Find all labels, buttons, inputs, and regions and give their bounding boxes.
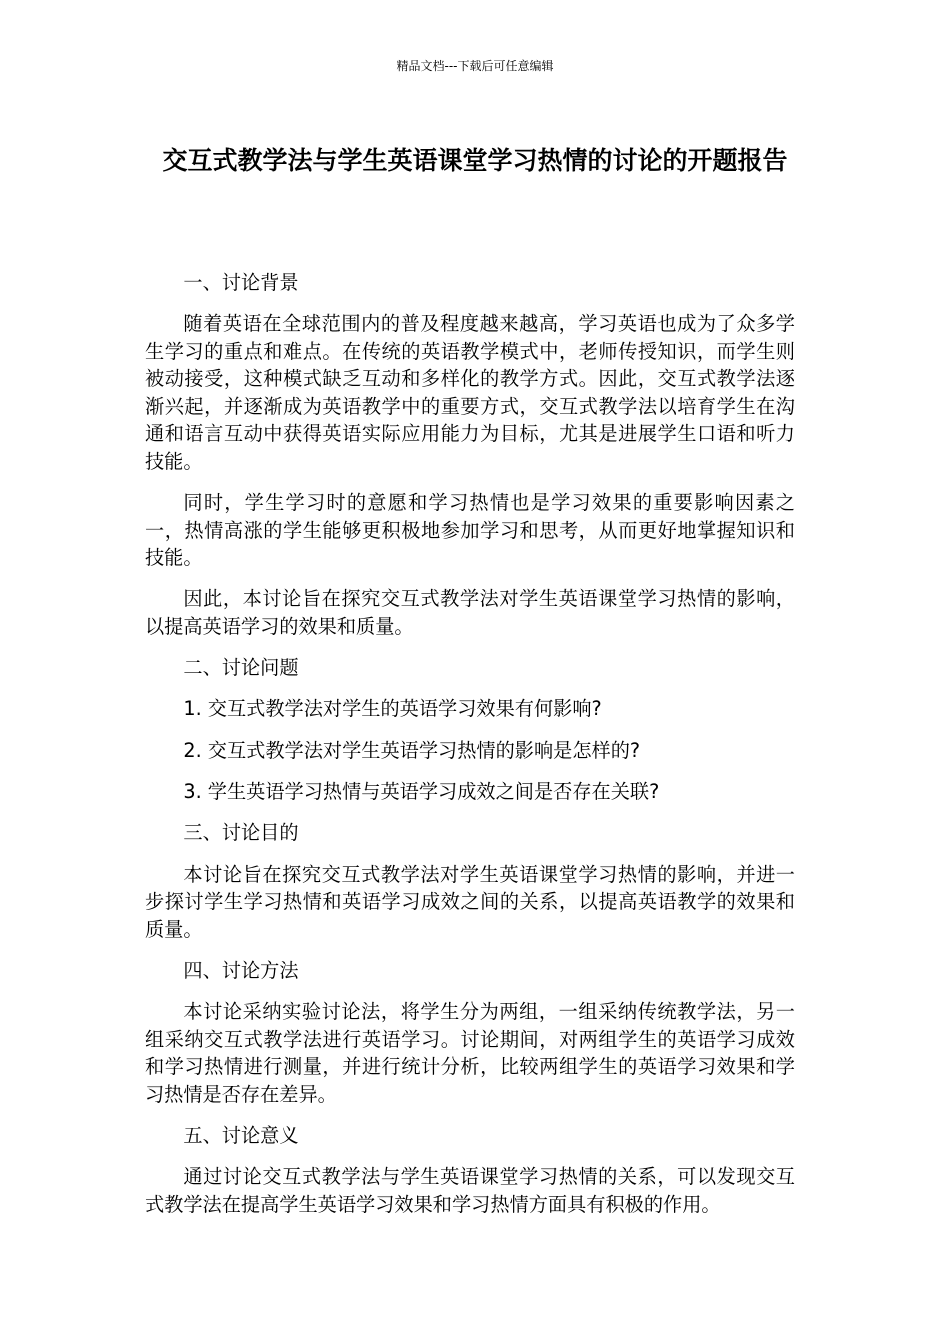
method-paragraph: 本讨论采纳实验讨论法，将学生分为两组，一组采纳传统教学法，另一组采纳交互式教学法进行英语学习。讨论期间，对两组学生的英语学习成效和学习热情进行测量，并进行统计分析，比较两组学生的英语学习效果和学习热情是否存在差异。 [145, 1000, 795, 1106]
background-paragraph-2: 同时，学生学习时的意愿和学习热情也是学习效果的重要影响因素之一，热情高涨的学生能够更积极地参加学习和思考，从而更好地掌握知识和技能。 [145, 491, 795, 570]
question-item-3: 3. 学生英语学习热情与英语学习成效之间是否存在关联? [183, 780, 660, 804]
section-heading-questions: 二、讨论问题 [183, 656, 299, 680]
question-item-1: 1. 交互式教学法对学生的英语学习效果有何影响? [183, 697, 602, 721]
section-heading-background: 一、讨论背景 [183, 271, 299, 294]
section-heading-purpose: 三、讨论目的 [183, 821, 299, 845]
question-item-2: 2. 交互式教学法对学生英语学习热情的影响是怎样的? [183, 738, 641, 762]
section-heading-method: 四、讨论方法 [183, 958, 299, 982]
background-paragraph-1: 随着英语在全球范围内的普及程度越来越高，学习英语也成为了众多学生学习的重点和难点。在传统的英语教学模式中，老师传授知识，而学生则被动接受，这种模式缺乏互动和多样化的教学方式。因此，交互式教学法逐渐兴起，并逐渐成为英语教学中的重要方式，交互式教学法以培育学生在沟通和语言互动中获得英语实际应用能力为目标，尤其是进展学生口语和听力技能。 [145, 312, 795, 473]
document-body [145, 269, 795, 1218]
header-note: 精品文档---下载后可任意编辑 [396, 59, 554, 73]
significance-paragraph: 通过讨论交互式教学法与学生英语课堂学习热情的关系，可以发现交互式教学法在提高学生英语学习效果和学习热情方面具有积极的作用。 [145, 1165, 795, 1216]
document-title: 交互式教学法与学生英语课堂学习热情的讨论的开题报告 [162, 146, 788, 175]
purpose-paragraph: 本讨论旨在探究交互式教学法对学生英语课堂学习热情的影响，并进一步探讨学生学习热情和英语学习成效之间的关系，以提高英语教学的效果和质量。 [145, 862, 795, 941]
background-paragraph-3: 因此，本讨论旨在探究交互式教学法对学生英语课堂学习热情的影响，以提高英语学习的效果和质量。 [145, 587, 795, 638]
section-heading-significance: 五、讨论意义 [183, 1124, 299, 1148]
